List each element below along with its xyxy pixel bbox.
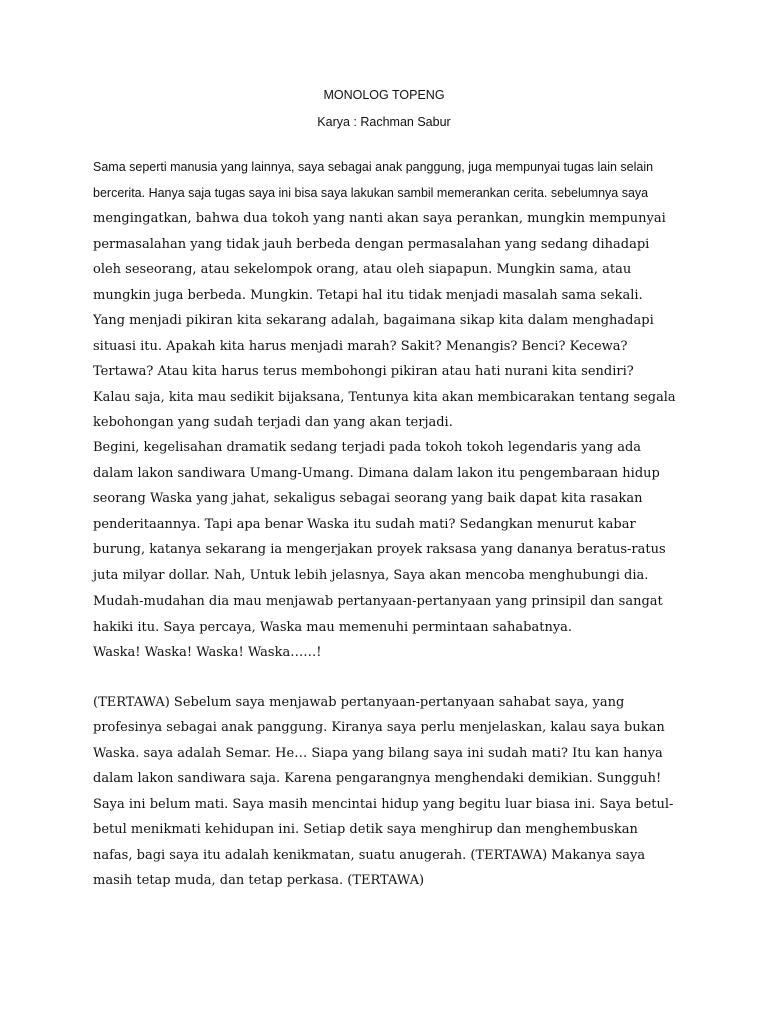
body-line: profesinya sebagai anak panggung. Kiranya saya perlu menjelaskan, kalau saya bukan: [93, 720, 665, 735]
body-line: oleh seseorang, atau sekelompok orang, atau oleh siapapun. Mungkin sama, atau: [93, 262, 632, 277]
body-line: Tertawa? Atau kita harus terus membohongi pikiran atau hati nurani kita sendiri?: [93, 364, 634, 379]
body-line: kebohongan yang sudah terjadi dan yang akan terjadi.: [93, 415, 453, 430]
body-line: mungkin juga berbeda. Mungkin. Tetapi hal itu tidak menjadi masalah sama sekali.: [93, 288, 643, 303]
body-line: nafas, bagi saya itu adalah kenikmatan, suatu anugerah. (TERTAWA) Makanya saya: [93, 848, 646, 863]
body-line: Mudah-mudahan dia mau menjawab pertanyaan-pertanyaan yang prinsipil dan sangat: [93, 594, 663, 609]
body-line: (TERTAWA) Sebelum saya menjawab pertanyaan-pertanyaan sahabat saya, yang: [93, 695, 625, 710]
body-line: burung, katanya sekarang ia mengerjakan proyek raksasa yang dananya beratus-ratus: [93, 542, 666, 557]
body-line: Waska! Waska! Waska! Waska……!: [93, 645, 322, 660]
body-line: Waska. saya adalah Semar. He… Siapa yang bilang saya ini sudah mati? Itu kan hanya: [93, 746, 663, 761]
body-line: betul menikmati kehidupan ini. Setiap detik saya menghirup dan menghembuskan: [93, 822, 638, 837]
body-line: juta milyar dollar. Nah, Untuk lebih jelasnya, Saya akan mencoba menghubungi dia.: [93, 568, 649, 583]
body-line: seorang Waska yang jahat, sekaligus sebagai seorang yang baik dapat kita rasakan: [93, 491, 643, 506]
body-line: bercerita. Hanya saja tugas saya ini bisa saya lakukan sambil memerankan cerita. sebelumnya saya: [93, 186, 649, 200]
body-line: dalam lakon sandiwara saja. Karena pengarangnya menghendaki demikian. Sungguh!: [93, 771, 662, 786]
body-line: Saya ini belum mati. Saya masih mencintai hidup yang begitu luar biasa ini. Saya betul-: [93, 797, 674, 812]
body-line: Begini, kegelisahan dramatik sedang terjadi pada tokoh tokoh legendaris yang ada: [93, 440, 642, 455]
document-title: MONOLOG TOPENG: [323, 88, 445, 102]
body-line: mengingatkan, bahwa dua tokoh yang nanti akan saya perankan, mungkin mempunyai: [93, 211, 666, 226]
document-author: Karya : Rachman Sabur: [317, 115, 451, 129]
body-line: Sama seperti manusia yang lainnya, saya sebagai anak panggung, juga mempunyai tugas lain selain: [93, 160, 654, 174]
body-line: situasi itu. Apakah kita harus menjadi marah? Sakit? Menangis? Benci? Kecewa?: [93, 339, 628, 354]
body-line: Yang menjadi pikiran kita sekarang adalah, bagaimana sikap kita dalam menghadapi: [93, 313, 654, 328]
body-line: dalam lakon sandiwara Umang-Umang. Dimana dalam lakon itu pengembaraan hidup: [93, 466, 660, 481]
body-line: masih tetap muda, dan tetap perkasa. (TERTAWA): [93, 873, 425, 888]
body-line: penderitaannya. Tapi apa benar Waska itu sudah mati? Sedangkan menurut kabar: [93, 517, 636, 532]
body-line: permasalahan yang tidak jauh berbeda dengan permasalahan yang sedang dihadapi: [93, 237, 650, 252]
body-line: hakiki itu. Saya percaya, Waska mau memenuhi permintaan sahabatnya.: [93, 620, 573, 635]
body-line: Kalau saja, kita mau sedikit bijaksana, Tentunya kita akan membicarakan tentang segala: [93, 390, 676, 405]
